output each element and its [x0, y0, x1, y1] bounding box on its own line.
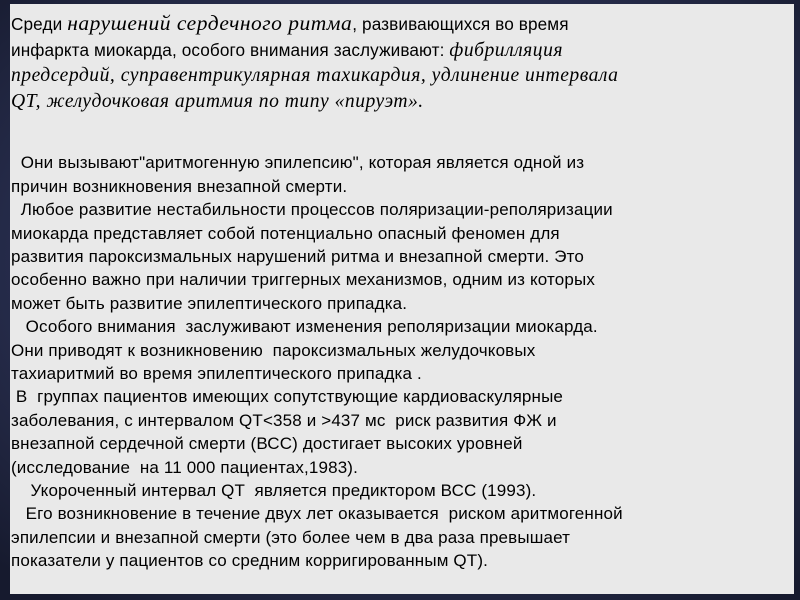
body-line-4: миокарда представляет собой потенциально опасный феномен для	[11, 223, 560, 243]
body-line-18: показатели у пациентов со средним корригированным QT).	[11, 551, 489, 571]
intro-text-infarction: инфаркта миокарда, особого внимания заслуживают:	[11, 39, 445, 60]
intro-word-sredi: Среди	[11, 14, 63, 34]
body-line-15: Укороченный интервал QT является предиктором ВСС (1993).	[11, 481, 537, 501]
body-paragraphs	[10, 114, 794, 572]
body-line-14: (исследование на 11 000 пациентах,1983).	[11, 457, 358, 477]
intro-text-developing: , развивающихся во время	[352, 14, 569, 34]
body-line-8: Особого внимания заслуживают изменения реполяризации миокарда.	[11, 317, 598, 337]
body-line-12: заболевания, с интервалом QT<358 и >437 мс риск развития ФЖ и	[11, 410, 557, 430]
body-line-10: тахиаритмий во время эпилептического припадка .	[11, 364, 422, 384]
body-line-2: причин возникновения внезапной смерти.	[11, 176, 348, 196]
text-box	[10, 4, 794, 594]
body-line-13: внезапной сердечной смерти (ВСС) достигает высоких уровней	[11, 434, 523, 454]
body-line-7: может быть развитие эпилептического припадка.	[11, 293, 408, 313]
intro-phrase-line4: QT, желудочковая аритмия по типу «пируэт».	[11, 90, 424, 112]
body-line-1: Они вызывают"аритмогенную эпилепсию", которая является одной из	[11, 153, 585, 173]
body-line-16: Его возникновение в течение двух лет оказывается риском аритмогенной	[11, 504, 623, 524]
body-line-17: эпилепсии и внезапной смерти (это более чем в два раза превышает	[11, 527, 571, 547]
body-line-11: В группах пациентов имеющих сопутствующие кардиоваскулярные	[11, 387, 564, 407]
body-line-3: Любое развитие нестабильности процессов поляризации-реполяризации	[11, 200, 613, 220]
intro-phrase-rhythm-disorders: нарушений сердечного ритма	[67, 11, 353, 35]
body-line-9: Они приводят к возникновению пароксизмальных желудочковых	[11, 340, 536, 360]
intro-paragraph	[10, 4, 794, 114]
body-line-6: особенно важно при наличии триггерных механизмов, одним из которых	[11, 270, 595, 290]
intro-phrase-fibrillation: фибрилляция	[449, 39, 563, 61]
intro-phrase-line3: предсердий, суправентрикулярная тахикардия, удлинение интервала	[11, 65, 619, 87]
body-line-5: развития пароксизмальных нарушений ритма и внезапной смерти. Это	[11, 247, 584, 266]
